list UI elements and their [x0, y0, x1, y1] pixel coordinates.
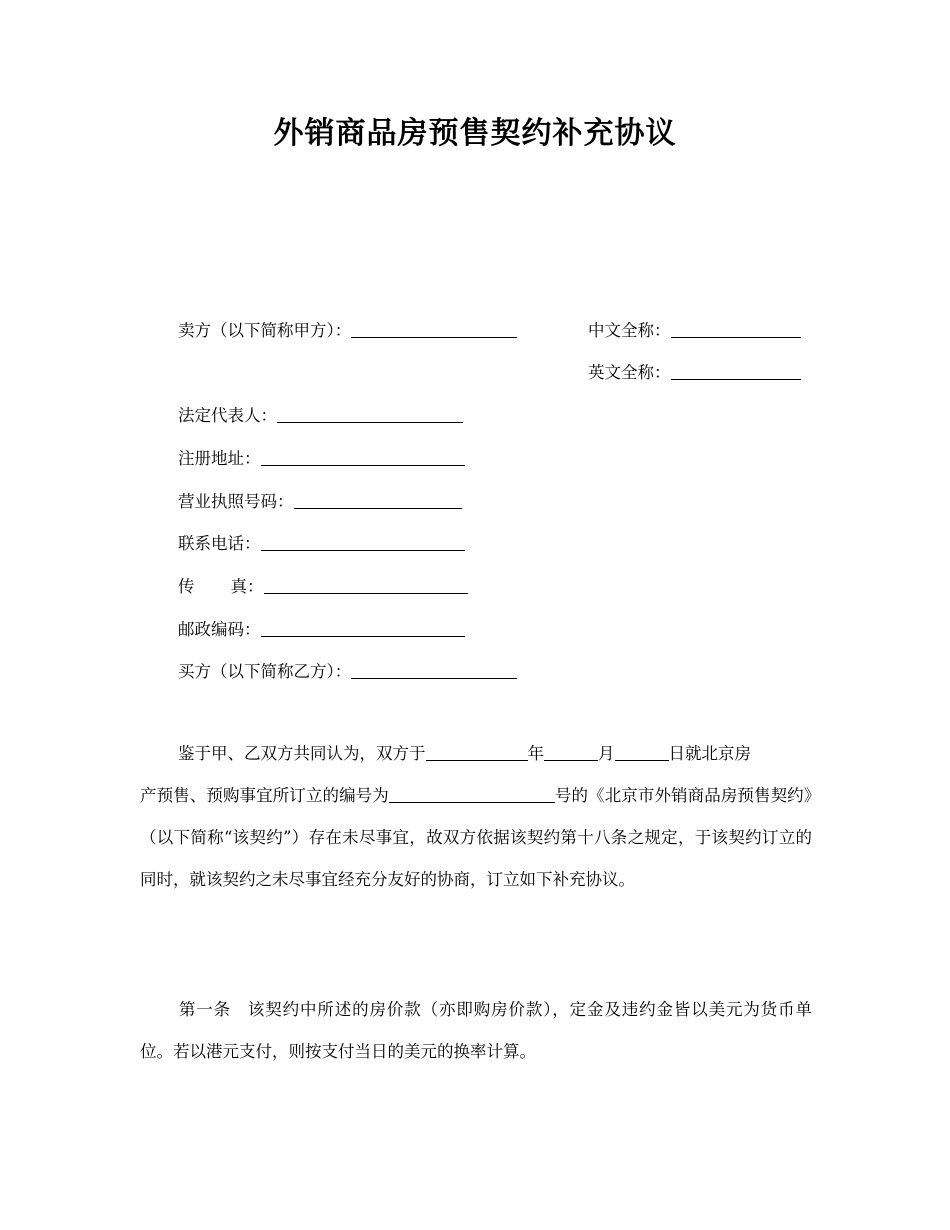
- chinese-name-label: 中文全称：: [588, 321, 671, 340]
- license-blank: [294, 490, 462, 509]
- phone-label: 联系电话：: [178, 534, 261, 553]
- document-title: 外销商品房预售契约补充协议: [273, 116, 677, 151]
- fax-label-char2: 真：: [230, 577, 264, 596]
- english-name-blank: [671, 361, 801, 380]
- buyer-label: 买方（以下简称乙方）：: [178, 662, 352, 681]
- intro-paragraph: [140, 733, 812, 901]
- seller-name-blank: [351, 319, 517, 338]
- legal-rep-label: 法定代表人：: [178, 406, 277, 425]
- legal-rep-line: [178, 403, 463, 429]
- phone-blank: [261, 532, 465, 551]
- day-blank: [615, 742, 669, 761]
- article-1-heading: 第一条: [178, 1000, 231, 1019]
- buyer-line: [178, 659, 517, 685]
- intro-text-3: 号的《北京市外销商品房预售契约》（以下简称“该契约”）存在未尽事宜，故双方依据该契约第十八条之规定，于该契约订立的同时，就该契约之未尽事宜经充分友好的协商，订立如下补充协议。: [140, 786, 813, 889]
- legal-rep-blank: [277, 404, 463, 423]
- license-label: 营业执照号码：: [178, 492, 294, 511]
- postcode-label: 邮政编码：: [178, 620, 261, 639]
- fax-blank: [264, 575, 468, 594]
- intro-text-2: 产预售、预购事宜所订立的编号为: [140, 786, 389, 805]
- chinese-name-line: [588, 318, 801, 344]
- year-blank: [426, 742, 528, 761]
- postcode-blank: [261, 618, 465, 637]
- fax-label-char1: 传: [178, 577, 195, 596]
- fax-line: [178, 574, 468, 600]
- reg-address-line: [178, 446, 465, 472]
- license-line: [178, 489, 462, 515]
- reg-address-label: 注册地址：: [178, 449, 261, 468]
- phone-line: [178, 531, 465, 557]
- intro-text-day: 日就北京房: [668, 744, 751, 763]
- chinese-name-blank: [671, 319, 801, 338]
- seller-line: [178, 318, 517, 344]
- seller-label: 卖方（以下简称甲方）：: [178, 321, 352, 340]
- month-label: 月: [598, 744, 615, 763]
- article-1-text: 该契约中所述的房价款（亦即购房价款），定金及违约金皆以美元为货币单位。若以港元支付，则按支付当日的美元的换率计算。: [140, 1000, 813, 1061]
- postcode-line: [178, 617, 465, 643]
- intro-text-1: 鉴于甲、乙双方共同认为，双方于: [178, 744, 426, 763]
- month-blank: [544, 742, 598, 761]
- english-name-label: 英文全称：: [588, 363, 671, 382]
- buyer-name-blank: [351, 660, 517, 679]
- article-1-paragraph: [140, 989, 812, 1073]
- contract-number-blank: [389, 784, 555, 803]
- reg-address-blank: [261, 447, 465, 466]
- year-label: 年: [527, 744, 544, 763]
- english-name-line: [588, 360, 801, 386]
